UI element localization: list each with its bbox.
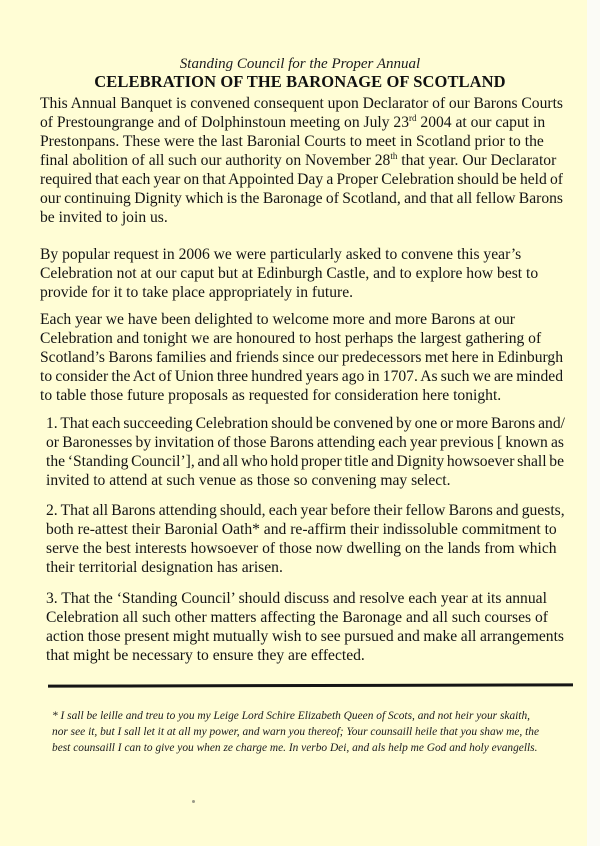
text-segment: final abolition of all such our authority on November 28 (40, 152, 391, 169)
text-line: required that each year on that Appointed Day a Proper Celebration should be held of (40, 171, 563, 188)
text-line: to table those future proposals as requested for consideration here tonight. (40, 387, 502, 404)
text-line: Each year we have been delighted to welcome more and more Barons at our (40, 311, 515, 328)
text-line: serve the best interests howsoever of those now dwelling on the lands from which (46, 540, 557, 557)
paragraph-welcome (40, 310, 563, 405)
text-line: our continuing Dignity which is the Baronage of Scotland, and that all fellow Barons (40, 190, 563, 207)
text-line: 2. That all Barons attending should, each year before their fellow Barons and guests, (46, 502, 565, 519)
text-line: Celebration all such other matters affecting the Baronage and all such courses of (46, 609, 548, 626)
text-line: 1. That each succeeding Celebration should be convened by one or more Barons and/ (46, 415, 565, 432)
paragraph-intro (40, 94, 563, 227)
footnote-line: * I sall be leille and treu to you my Leige Lord Schire Elizabeth Queen of Scots, and not heir your skaith, (52, 710, 531, 722)
text-segment: that year. Our Declarator (397, 152, 557, 169)
text-line: action those present might mutually wish to see pursued and make all arrangements (46, 628, 564, 645)
ordinal-suffix: th (390, 151, 398, 161)
text-line: their territorial designation has arisen. (46, 559, 283, 576)
text-line: Prestonpans. These were the last Baronial Courts to meet in Scotland prior to the (40, 133, 544, 150)
document-subtitle: Standing Council for the Proper Annual (179, 56, 421, 72)
text-line: the ‘Standing Council’], and all who hold proper title and Dignity howsoever shall be (46, 453, 564, 470)
text-segment: of Prestoungrange and of Dolphinstoun meeting on July 23 (40, 114, 410, 131)
text-line (40, 113, 563, 132)
text-segment: 2004 at our caput in (416, 114, 546, 131)
footnote-oath (52, 708, 568, 756)
ordinal-suffix: rd (409, 113, 417, 123)
text-line: Celebration and tonight we are honoured to host perhaps the largest gathering of (40, 330, 542, 347)
paragraph-request (40, 245, 563, 302)
text-line: Celebration not at our caput but at Edinburgh Castle, and to explore how best to (40, 265, 539, 282)
text-line: Scotland’s Barons families and friends since our predecessors met here in Edinburgh (40, 349, 563, 366)
footnote-line: nor see it, but I sall let it at all my power, and warn you thereof; Your counsaill heile that you shaw me, the (52, 726, 540, 738)
text-line: provide for it to take place appropriately in future. (40, 284, 354, 301)
page-edge (587, 0, 600, 846)
text-line (40, 151, 563, 170)
text-line: be invited to join us. (40, 209, 168, 226)
text-line: 3. That the ‘Standing Council’ should discuss and resolve each year at its annual (46, 590, 547, 607)
proposal-3 (46, 589, 564, 665)
document-title: CELEBRATION OF THE BARONAGE OF SCOTLAND (94, 72, 506, 91)
proposal-1 (46, 414, 564, 490)
text-line: that might be necessary to ensure they are effected. (46, 647, 365, 664)
footnote-line: best counsaill I can to give you when ze charge me. In verbo Dei, and als help me God and holy evangells. (52, 742, 538, 754)
paper-speck (192, 800, 195, 803)
text-line: This Annual Banquet is convened consequent upon Declarator of our Barons Courts (40, 95, 563, 112)
text-line: or Baronesses by invitation of those Barons attending each year previous [ known as (46, 434, 564, 451)
text-line: to consider the Act of Union three hundred years ago in 1707. As such we are minded (40, 368, 563, 385)
text-line: invited to attend at such venue as those so convening may select. (46, 472, 451, 489)
text-line: both re-attest their Baronial Oath* and re-affirm their indissoluble commitment to (46, 521, 557, 538)
proposal-2 (46, 501, 564, 577)
text-line: By popular request in 2006 we were particularly asked to convene this year’s (40, 246, 522, 263)
